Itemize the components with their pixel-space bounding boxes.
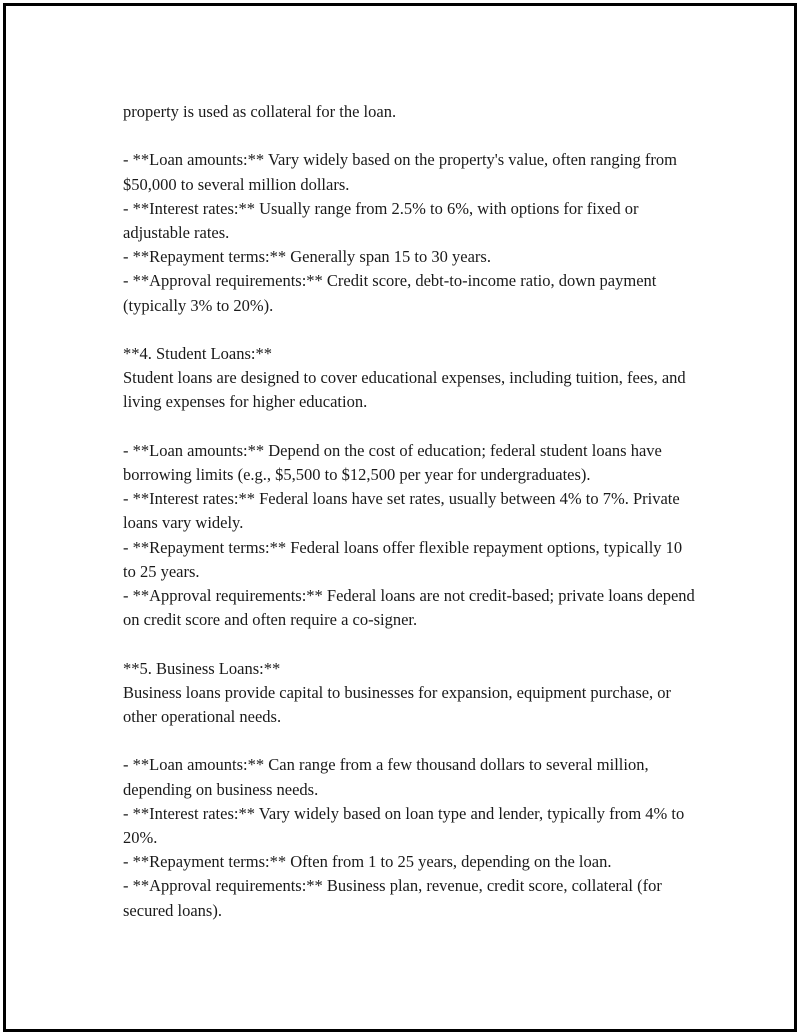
mortgage-approval-requirements: - **Approval requirements:** Credit score, debt-to-income ratio, down payment (typically 3% to 20%). xyxy=(123,271,661,315)
student-repayment-terms: - **Repayment terms:** Federal loans offer flexible repayment options, typically 10 to 25 years. xyxy=(123,537,687,581)
mortgage-loan-amounts: - **Loan amounts:** Vary widely based on the property's value, often ranging from $50,000 to several million dollars. xyxy=(123,150,682,194)
business-interest-rates: - **Interest rates:** Vary widely based on loan type and lender, typically from 4% to 20%. xyxy=(123,803,689,848)
mortgage-interest-rates: - **Interest rates:** Usually range from 2.5% to 6%, with options for fixed or adjustable rates. xyxy=(123,198,643,242)
student-approval-requirements: - **Approval requirements:** Federal loans are not credit-based; private loans depend on credit score and often require a co-signer. xyxy=(123,586,699,630)
business-loans-heading: **5. Business Loans:** xyxy=(123,658,281,678)
student-loan-amounts: - **Loan amounts:** Depend on the cost of education; federal student loans have borrowing limits (e.g., $5,500 to $12,500 per year for undergraduates). xyxy=(123,440,666,484)
student-loans-heading: **4. Student Loans:** xyxy=(123,344,272,363)
paragraph-gap xyxy=(123,124,698,148)
mortgage-repayment-terms: - **Repayment terms:** Generally span 15 to 30 years. xyxy=(123,247,491,267)
business-loans-description: Business loans provide capital to businesses for expansion, equipment purchase, or other operational needs. xyxy=(123,682,676,727)
student-loans-description: Student loans are designed to cover educational expenses, including tuition, fees, and living expenses for higher education. xyxy=(123,368,690,412)
business-loan-amounts: - **Loan amounts:** Can range from a few thousand dollars to several million, depending on business needs. xyxy=(123,755,653,799)
business-approval-requirements: - **Approval requirements:** Business plan, revenue, credit score, collateral (for secured loans). xyxy=(123,876,666,920)
paragraph-gap xyxy=(123,632,698,656)
student-interest-rates: - **Interest rates:** Federal loans have set rates, usually between 4% to 7%. Private loans vary widely. xyxy=(123,489,684,533)
document-body xyxy=(123,100,698,923)
paragraph-gap xyxy=(123,318,698,342)
intro-paragraph: property is used as collateral for the loan. xyxy=(123,102,397,121)
paragraph-gap xyxy=(123,415,698,439)
page-frame xyxy=(3,3,797,1032)
business-repayment-terms: - **Repayment terms:** Often from 1 to 25 years, depending on the loan. xyxy=(123,852,612,872)
paragraph-gap xyxy=(123,729,698,753)
